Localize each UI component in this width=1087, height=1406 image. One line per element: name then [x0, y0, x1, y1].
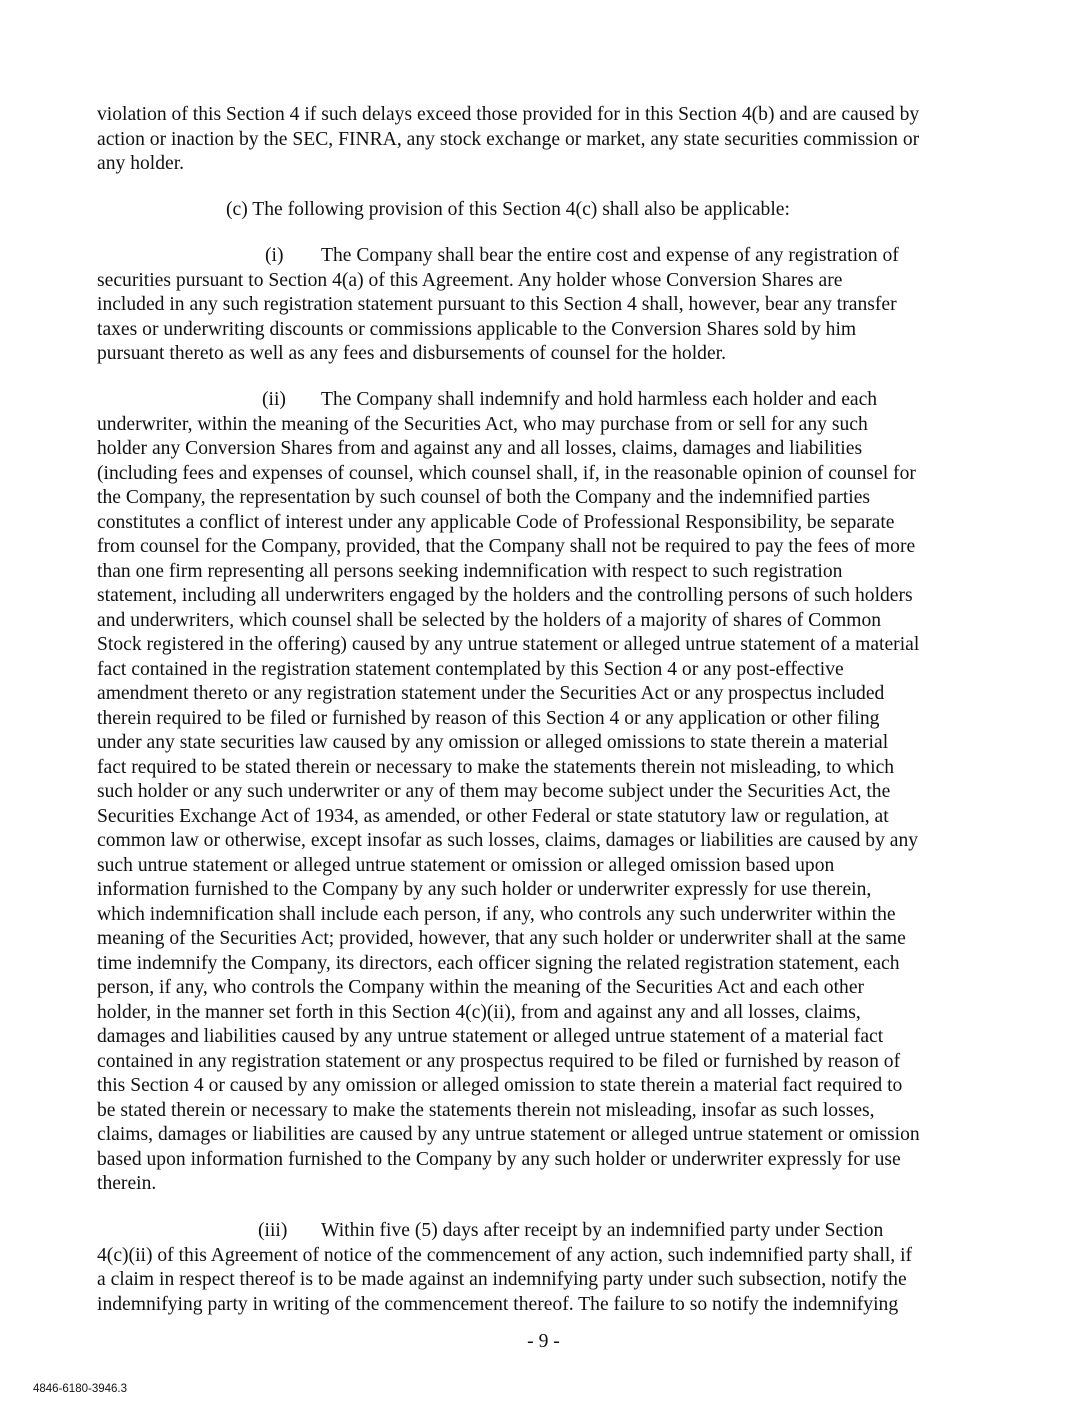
paragraph-first-line	[97, 388, 997, 413]
section-c-heading: (c) The following provision of this Section 4(c) shall also be applicable:	[226, 199, 790, 220]
paragraph-line: therein required to be filed or furnished by reason of this Section 4 or any application or other filing	[97, 707, 880, 729]
paragraph-line: Stock registered in the offering) caused by any untrue statement or alleged untrue statement of a material	[97, 634, 920, 655]
paragraph-line: 4(c)(ii) of this Agreement of notice of the commencement of any action, such indemnified party shall, if	[97, 1244, 913, 1266]
paragraph-line: a claim in respect thereof is to be made against an indemnifying party under such subsection, notify the	[97, 1269, 907, 1290]
paragraph-line: fact required to be stated therein or necessary to make the statements therein not misleading, to which	[97, 756, 895, 778]
paragraph-line: included in any such registration statement pursuant to this Section 4 shall, however, bear any transfer	[97, 294, 897, 315]
paragraph-line: amendment thereto or any registration statement under the Securities Act or any prospectus included	[97, 683, 885, 704]
item-marker: (iii)	[258, 1220, 288, 1241]
paragraph-first-line	[97, 1219, 997, 1244]
item-marker: (i)	[265, 245, 284, 266]
document-id: 4846-6180-3946.3	[33, 1383, 127, 1395]
paragraph-line: claims, damages or liabilities are caused by any untrue statement or alleged untrue statement or omission	[97, 1124, 920, 1145]
paragraph-line: action or inaction by the SEC, FINRA, any stock exchange or market, any state securities commission or	[97, 128, 920, 150]
paragraph-line: Within five (5) days after receipt by an indemnified party under Section	[321, 1220, 884, 1241]
paragraph-line: taxes or underwriting discounts or commissions applicable to the Conversion Shares sold by him	[97, 318, 857, 340]
paragraph-line: any holder.	[97, 153, 185, 174]
paragraph-line: statement, including all underwriters engaged by the holders and the controlling persons of such holders	[97, 585, 913, 606]
paragraph-line: time indemnify the Company, its directors, each officer signing the related registration statement, each	[97, 952, 900, 974]
paragraph-line: underwriter, within the meaning of the Securities Act, who may purchase from or sell for any such	[97, 413, 868, 435]
paragraph-line: The Company shall bear the entire cost and expense of any registration of	[321, 245, 899, 266]
paragraph-line: (including fees and expenses of counsel, which counsel shall, if, in the reasonable opinion of counsel for	[97, 462, 916, 484]
paragraph-line: Securities Exchange Act of 1934, as amended, or other Federal or state statutory law or regulation, at	[97, 805, 889, 827]
paragraph-line: such holder or any such underwriter or any of them may become subject under the Securities Act, the	[97, 781, 891, 802]
paragraph-line: damages and liabilities caused by any untrue statement or alleged untrue statement of a material fact	[97, 1026, 884, 1047]
paragraph-line: from counsel for the Company, provided, that the Company shall not be required to pay the fees of more	[97, 536, 916, 557]
paragraph-line: person, if any, who controls the Company within the meaning of the Securities Act and each other	[97, 977, 865, 998]
item-ii-paragraph	[97, 388, 997, 1197]
item-i-paragraph	[97, 244, 997, 367]
paragraph-line: contained in any registration statement or any prospectus required to be filed or furnished by reason of	[97, 1050, 901, 1072]
paragraph-line: be stated therein or necessary to make the statements therein not misleading, insofar as such losses,	[97, 1099, 875, 1121]
paragraph-line: under any state securities law caused by any omission or alleged omissions to state therein a material	[97, 732, 889, 753]
paragraph-line: and underwriters, which counsel shall be selected by the holders of a majority of shares of Common	[97, 609, 882, 631]
continuation-paragraph	[97, 103, 997, 177]
paragraph-line: information furnished to the Company by any such holder or underwriter expressly for use therein,	[97, 879, 872, 900]
paragraph-line: based upon information furnished to the Company by any such holder or underwriter expressly for use	[97, 1148, 901, 1170]
paragraph-line: securities pursuant to Section 4(a) of this Agreement. Any holder whose Conversion Shares are	[97, 269, 843, 291]
paragraph-line: The Company shall indemnify and hold harmless each holder and each	[321, 389, 878, 410]
paragraph-line: violation of this Section 4 if such delays exceed those provided for in this Section 4(b) and are caused by	[97, 104, 920, 125]
paragraph-line: such untrue statement or alleged untrue statement or omission or alleged omission based upon	[97, 854, 835, 876]
paragraph-line: holder any Conversion Shares from and against any and all losses, claims, damages and liabilities	[97, 438, 863, 459]
item-marker: (ii)	[262, 389, 286, 410]
paragraph-line: fact contained in the registration statement contemplated by this Section 4 or any post-effective	[97, 658, 844, 680]
paragraph-line: holder, in the manner set forth in this Section 4(c)(ii), from and against any and all losses, claims,	[97, 1001, 861, 1023]
paragraph-line: than one firm representing all persons seeking indemnification with respect to such registration	[97, 560, 843, 582]
paragraph-line: the Company, the representation by such counsel of both the Company and the indemnified parties	[97, 487, 871, 508]
page-number: - 9 -	[527, 1331, 560, 1352]
item-iii-paragraph	[97, 1219, 997, 1317]
paragraph-line: which indemnification shall include each person, if any, who controls any such underwriter within the	[97, 903, 896, 925]
paragraph-line: common law or otherwise, except insofar as such losses, claims, damages or liabilities are caused by any	[97, 830, 919, 851]
paragraph-first-line	[97, 244, 997, 269]
paragraph-line: therein.	[97, 1173, 157, 1194]
paragraph-line: meaning of the Securities Act; provided, however, that any such holder or underwriter shall at the same	[97, 928, 906, 949]
paragraph-line: indemnifying party in writing of the commencement thereof. The failure to so notify the indemnifying	[97, 1293, 899, 1315]
paragraph-line: constitutes a conflict of interest under any applicable Code of Professional Responsibility, be separate	[97, 511, 895, 533]
paragraph-line: this Section 4 or caused by any omission or alleged omission to state therein a material fact required to	[97, 1075, 903, 1096]
paragraph-line: pursuant thereto as well as any fees and disbursements of counsel for the holder.	[97, 343, 726, 364]
